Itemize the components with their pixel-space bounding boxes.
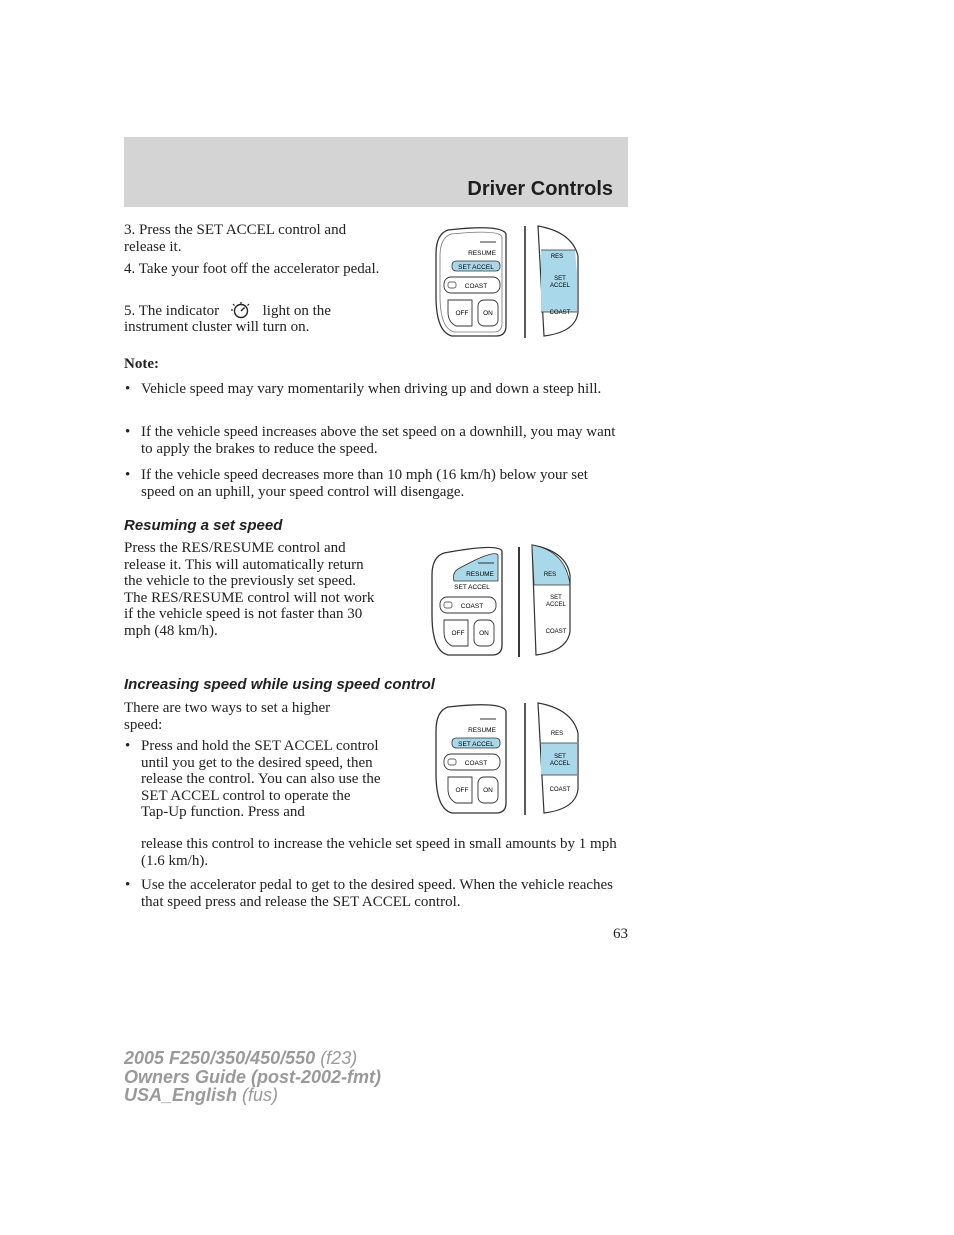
off-label: OFF [455,787,469,794]
off-label: OFF [451,630,465,637]
coast-label-right: COAST [549,310,571,316]
bullet-marker: • [125,738,131,754]
increase-bullet-1-part1: Press and hold the SET ACCEL control until you get to the desired speed, then release the control. You can also use the SET ACCEL control to operate the Tap-Up function. Press and [141,738,381,820]
res-label: RES [550,254,564,260]
set-label: SET [554,754,566,760]
coast-label: COAST [460,603,484,610]
speed-control-figure-increase [432,701,584,821]
increase-bullet-1-part2: release this control to increase the vehicle set speed in small amounts by 1 mph (1.6 km/h). [141,836,617,869]
note-bullet-1: Vehicle speed may vary momentarily when driving up and down a steep hill. [141,381,602,397]
speed-control-figure-set-accel [432,224,584,344]
set-label: SET [554,276,566,282]
bullet-marker: • [125,381,131,397]
increase-heading: Increasing speed while using speed control [124,676,435,693]
set-accel-label: SET ACCEL [458,741,494,748]
page-number: 63 [613,926,628,942]
set-accel-label: SET ACCEL [454,584,490,591]
accel-label: ACCEL [545,602,567,608]
on-label: ON [479,630,489,637]
step-3: 3. Press the SET ACCEL control and release it. [124,222,347,255]
footer-line-1 [124,1049,381,1068]
resume-label: RESUME [466,571,494,578]
step-5-line2: instrument cluster will turn on. [124,319,310,335]
on-label: ON [483,787,493,794]
speed-control-indicator-icon [229,301,253,319]
on-label: ON [483,310,493,317]
increase-intro: There are two ways to set a higher speed: [124,700,331,733]
step-5-suffix: light on the [262,303,331,319]
footer-guide: Owners Guide (post-2002-fmt) [124,1066,382,1087]
set-label: SET [550,595,562,601]
accel-label: ACCEL [549,761,571,767]
document-footer [124,1049,381,1105]
resume-body: Press the RES/RESUME control and release it. This will automatically return the vehicle to the previously set speed. The RES/RESUME control will not work if the vehicle speed is not faster than 30 mph (48 km/h). [124,540,375,639]
footer-language-code: (fus) [242,1085,279,1105]
coast-label: COAST [464,283,488,290]
note-label: Note: [124,356,159,372]
coast-label: COAST [464,760,488,767]
coast-label-right: COAST [549,787,571,793]
increase-bullet-2: Use the accelerator pedal to get to the desired speed. When the vehicle reaches that speed press and release the SET ACCEL control. [141,877,614,910]
coast-label-right: COAST [545,629,567,635]
step-5 [124,301,331,320]
set-accel-label: SET ACCEL [458,264,494,271]
bullet-marker: • [125,877,131,893]
res-label: RES [550,731,564,737]
bullet-marker: • [125,467,131,483]
speed-control-figure-resume [428,543,580,663]
note-bullet-3: If the vehicle speed decreases more than 10 mph (16 km/h) below your set speed on an uphill, your speed control will disengage. [141,467,588,500]
accel-label: ACCEL [549,283,571,289]
note-bullet-2: If the vehicle speed increases above the set speed on a downhill, you may want to apply the brakes to reduce the speed. [141,424,616,457]
step-5-prefix: 5. The indicator [124,303,220,319]
footer-model: 2005 F250/350/450/550 [124,1048,316,1068]
step-4: 4. Take your foot off the accelerator pedal. [124,261,380,277]
header-band [124,137,628,207]
section-title: Driver Controls [467,178,613,200]
off-label: OFF [455,310,469,317]
bullet-marker: • [125,424,131,440]
footer-line-3 [124,1086,381,1105]
footer-line-2 [124,1068,381,1087]
resume-label: RESUME [468,727,496,734]
footer-language: USA_English [124,1085,238,1105]
footer-model-code: (f23) [320,1048,358,1068]
resume-heading: Resuming a set speed [124,517,283,534]
resume-label: RESUME [468,250,496,257]
res-label: RES [543,572,557,578]
